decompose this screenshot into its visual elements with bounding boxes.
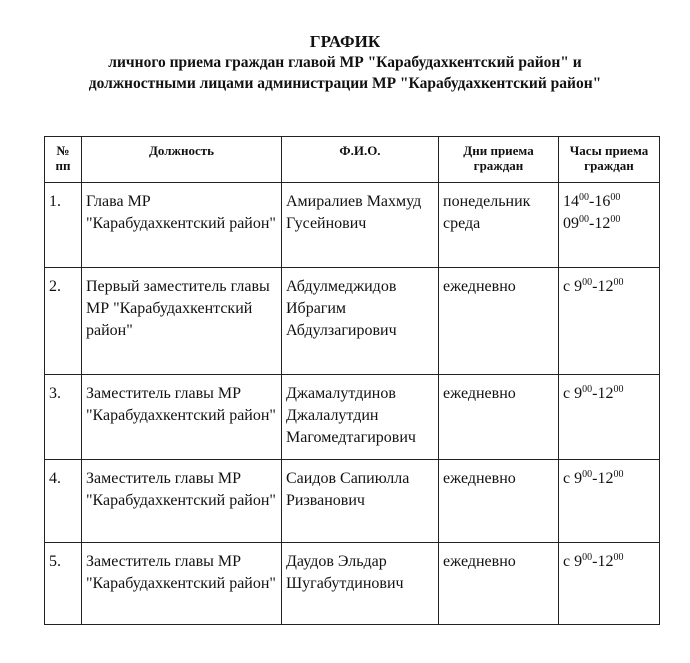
table-row — [45, 543, 660, 625]
row-name: Саидов Сапиюлла Ризванович — [282, 460, 439, 543]
hours-end-hour: 12 — [597, 553, 614, 570]
row-days: ежедневно — [439, 543, 559, 625]
hours-end-minutes: 00 — [610, 192, 621, 203]
table-header-row — [45, 137, 660, 183]
hours-prefix: с — [563, 470, 575, 487]
document-subtitle — [10, 52, 680, 94]
hours-prefix: с — [563, 553, 575, 570]
hours-start-hour: 9 — [574, 470, 583, 487]
hours-start-minutes: 00 — [579, 214, 589, 225]
subtitle-line-1: личного приема граждан главой МР "Карабудахкентский район" и — [108, 54, 582, 71]
hours-end-hour: 12 — [597, 278, 614, 295]
header-days: Дни приема граждан — [439, 137, 559, 183]
hours-end-minutes: 00 — [613, 384, 624, 395]
header-name: Ф.И.О. — [282, 137, 439, 183]
hours-end-minutes: 00 — [613, 469, 624, 480]
row-hours — [559, 268, 660, 375]
row-number: 5. — [45, 543, 82, 625]
hours-end-minutes: 00 — [610, 214, 621, 225]
schedule-table — [44, 136, 660, 625]
row-hours — [559, 375, 660, 460]
row-name: Даудов Эльдар Шугабутдинович — [282, 543, 439, 625]
hours-separator: - — [589, 193, 595, 210]
subtitle-line-2: должностными лицами администрации МР "Карабудахкентский район" — [88, 75, 602, 92]
hours-end-hour: 12 — [597, 385, 614, 402]
row-position: Заместитель главы МР "Карабудахкентский район" — [82, 460, 282, 543]
hours-line — [563, 276, 655, 298]
table-row — [45, 460, 660, 543]
hours-start-minutes: 00 — [579, 192, 589, 203]
row-number: 4. — [45, 460, 82, 543]
hours-start-minutes: 00 — [582, 384, 593, 395]
hours-separator: - — [592, 470, 598, 487]
row-hours — [559, 543, 660, 625]
hours-start-hour: 9 — [574, 278, 583, 295]
header-hours: Часы приема граждан — [559, 137, 660, 183]
table-row — [45, 375, 660, 460]
table-row — [45, 183, 660, 268]
hours-line — [563, 213, 655, 235]
row-days: ежедневно — [439, 375, 559, 460]
hours-start-hour: 9 — [574, 385, 583, 402]
row-number: 3. — [45, 375, 82, 460]
hours-separator: - — [589, 215, 595, 232]
header-position: Должность — [82, 137, 282, 183]
hours-separator: - — [592, 553, 598, 570]
row-name: Джамалутдинов Джалалутдин Магомедтагирович — [282, 375, 439, 460]
document-title: ГРАФИК — [309, 32, 381, 51]
hours-line — [563, 468, 655, 490]
hours-end-hour: 12 — [597, 470, 614, 487]
header-num: № пп — [45, 137, 82, 183]
hours-end-minutes: 00 — [613, 552, 624, 563]
row-hours — [559, 183, 660, 268]
row-position: Заместитель главы МР "Карабудахкентский район" — [82, 375, 282, 460]
hours-start-minutes: 00 — [582, 469, 593, 480]
hours-start-hour: 14 — [563, 193, 579, 210]
row-hours — [559, 460, 660, 543]
row-days: ежедневно — [439, 460, 559, 543]
row-position: Первый заместитель главы МР "Карабудахкентский район" — [82, 268, 282, 375]
hours-end-minutes: 00 — [613, 277, 624, 288]
row-position: Заместитель главы МР "Карабудахкентский район" — [82, 543, 282, 625]
row-name: Амиралиев Махмуд Гусейнович — [282, 183, 439, 268]
hours-start-hour: 09 — [563, 215, 579, 232]
table-row — [45, 268, 660, 375]
hours-line — [563, 383, 655, 405]
row-position: Глава МР "Карабудахкентский район" — [82, 183, 282, 268]
hours-line — [563, 191, 655, 213]
row-name: Абдулмеджидов Ибрагим Абдулзагирович — [282, 268, 439, 375]
hours-start-minutes: 00 — [582, 277, 593, 288]
hours-end-hour: 16 — [594, 193, 611, 210]
hours-start-minutes: 00 — [582, 552, 593, 563]
row-days: понедельник среда — [439, 183, 559, 268]
hours-separator: - — [592, 385, 598, 402]
row-days: ежедневно — [439, 268, 559, 375]
hours-separator: - — [592, 278, 598, 295]
hours-line — [563, 551, 655, 573]
hours-start-hour: 9 — [574, 553, 583, 570]
hours-prefix: с — [563, 278, 575, 295]
row-number: 2. — [45, 268, 82, 375]
hours-end-hour: 12 — [594, 215, 611, 232]
hours-prefix: с — [563, 385, 575, 402]
row-number: 1. — [45, 183, 82, 268]
